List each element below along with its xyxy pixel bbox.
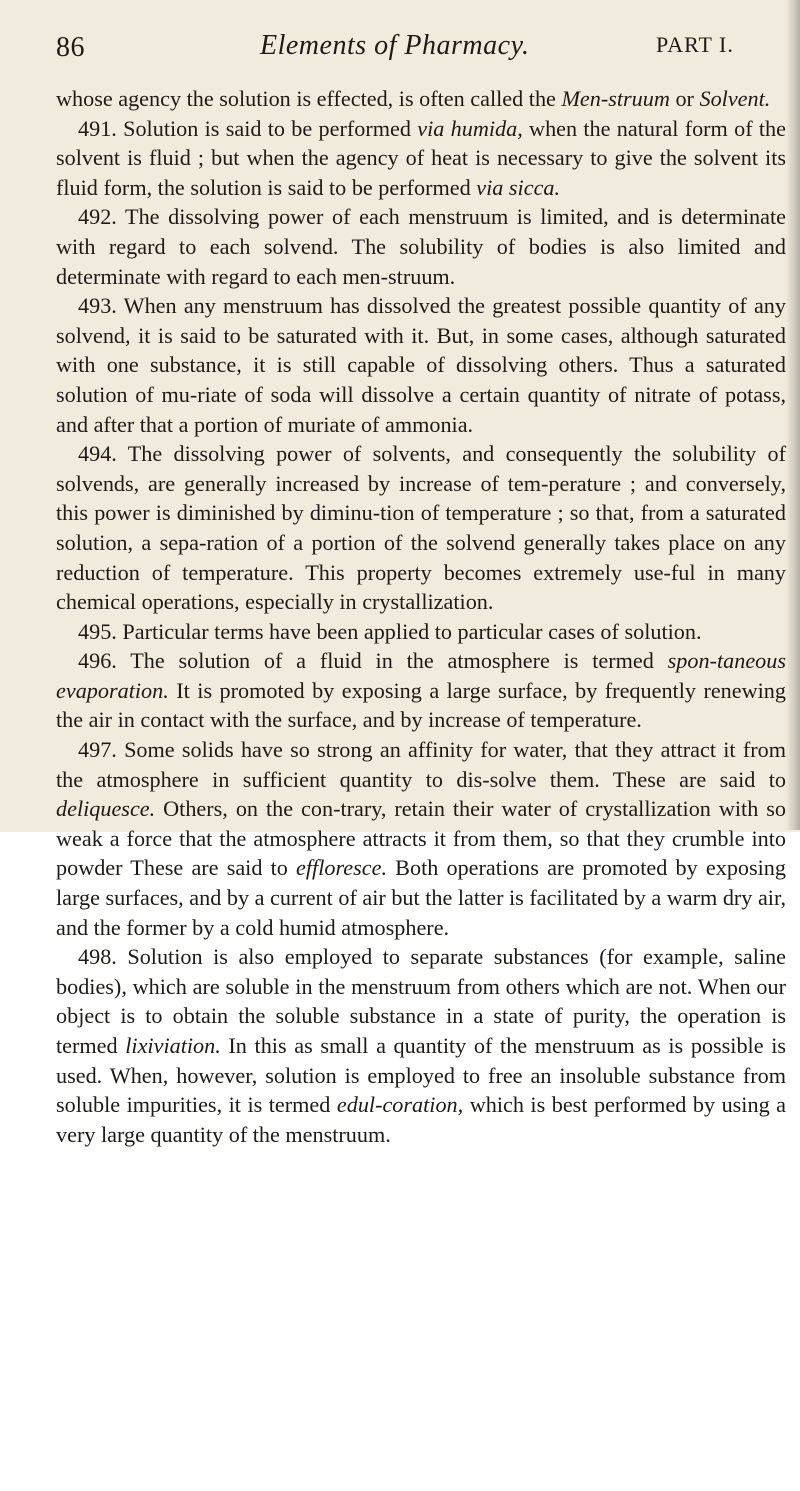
part-label: PART I. (656, 32, 734, 57)
paragraph-number: 496. (78, 648, 117, 674)
page-number: 86 (56, 32, 85, 63)
italic-term: spon-taneous evaporation. (56, 648, 786, 703)
text-run: whose agency the solution is effected, is often called the (56, 86, 562, 111)
paragraph (56, 646, 786, 735)
text-run: Solution is also employed to separate substances (for example, saline bodies), which are soluble in the menstruum from others which are not. When our object is to obtain the soluble substance in a state of purity, the operation is termed (56, 944, 786, 1058)
italic-term: via sicca. (476, 174, 561, 200)
paragraph-number: 491. (78, 115, 117, 141)
paragraph-number: 498. (78, 944, 117, 970)
running-title: Elements of Pharmacy. (260, 30, 530, 61)
italic-term: Men-struum (561, 86, 670, 111)
text-run: The dissolving power of each menstruum is limited, and is determinate with regard to each solvend. The solubility of bodies is also limited and determinate with regard to each men-struum. (56, 204, 786, 289)
italic-term: deliquesce. (56, 796, 156, 822)
text-run: Particular terms have been applied to particular cases of solution. (116, 618, 702, 644)
running-header (38, 26, 790, 82)
italic-term: lixiviation. (125, 1033, 221, 1058)
text-run: or (669, 86, 700, 111)
text-run: It is promoted by exposing a large surface, by frequently renewing the air in contact with the surface, and by increase of temperature. (56, 677, 786, 733)
text-run: When any menstruum has dissolved the greatest possible quantity of any solvend, it is said to be saturated with it. But, in some cases, although saturated with one substance, it is still capable of dissolving others. Thus a saturated solution of mu-riate of soda will dissolve a certain quantity of nitrate of potass, and after that a portion of muriate of ammonia. (56, 293, 786, 437)
paragraph (56, 202, 786, 291)
paragraph (56, 291, 786, 439)
italic-term: via humida, (417, 115, 523, 141)
paragraph (56, 735, 786, 942)
paragraph-number: 492. (78, 204, 117, 230)
italic-term: Solvent. (699, 86, 771, 111)
text-run: which is best performed by using a very large quantity of the menstruum. (56, 1092, 787, 1147)
page-edge-shadow (786, 0, 800, 830)
paragraph-number: 495. (78, 618, 117, 644)
text-run: when the natural form of the solvent is fluid ; but when the agency of heat is necessary to give the solvent its fluid form, the solution is said to be performed (56, 115, 786, 200)
text-run: The dissolving power of solvents, and consequently the solubility of solvends, are generally increased by increase of tem-perature ; and conversely, this power is diminished by diminu-tion of temperature ; so that, from a saturated solution, a sepa-ration of a portion of the solvend generally takes place on any reduction of temperature. This property becomes extremely use-ful in many chemical operations, especially in crystallization. (56, 441, 786, 615)
text-run: In this as small a quantity of the menstruum as is possible is used. When, however, solution is employed to free an insoluble substance from soluble impurities, it is termed (56, 1033, 786, 1118)
italic-term: edul-coration, (336, 1092, 464, 1118)
body-text (56, 84, 786, 1149)
paragraph (56, 942, 786, 1149)
paragraph (56, 84, 786, 114)
paragraph (56, 617, 786, 647)
paragraph (56, 439, 786, 617)
paragraph (56, 114, 786, 203)
paragraph-number: 497. (78, 737, 117, 763)
text-run: Both operations are promoted by exposing large surfaces, and by a current of air but the latter is facilitated by a warm dry air, and the former by a cold humid atmosphere. (56, 855, 786, 940)
text-run: Some solids have so strong an affinity for water, that they attract it from the atmosphere in sufficient quantity to dis-solve them. These are said to (56, 737, 786, 792)
text-run: Others, on the con-trary, retain their water of crystallization with so weak a force that the atmosphere attracts it from them, so that they crumble into powder These are said to (56, 796, 786, 881)
paragraph-number: 494. (78, 441, 117, 467)
italic-term: effloresce. (296, 855, 388, 881)
text-run: Solution is said to be performed (116, 115, 418, 141)
book-page (38, 26, 790, 1147)
paragraph-number: 493. (78, 293, 117, 319)
text-run: The solution of a fluid in the atmosphere is termed (116, 648, 668, 674)
